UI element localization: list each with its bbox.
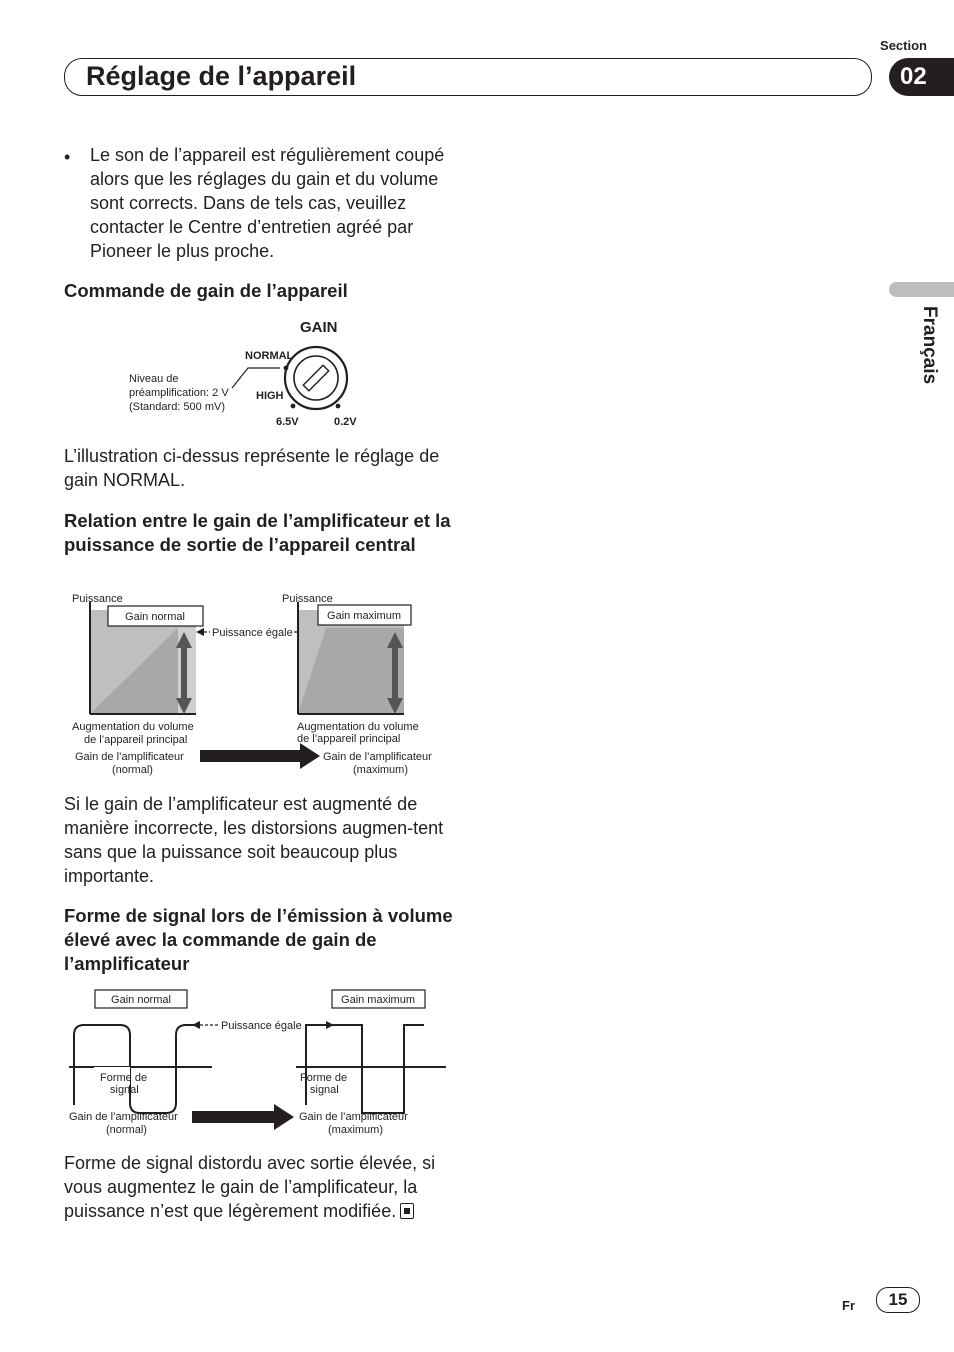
heading-waveform: Forme de signal lors de l’émission à volume élevé avec la commande de gain de l’amplificateur — [64, 905, 453, 974]
preamp-note-line2: préamplification: 2 V — [129, 387, 229, 399]
signal-label-right-line1: Forme de — [300, 1072, 348, 1084]
final-paragraph-text: Forme de signal distordu avec sortie élevée, si vous augmentez le gain de l’amplificateur, la puissance n’est que légèrement modifiée. — [64, 1153, 436, 1221]
section-label: Section — [880, 38, 927, 53]
high-label: HIGH — [256, 390, 284, 402]
language-tab-bar — [889, 282, 954, 297]
gain-normal-label: Gain normal — [111, 994, 171, 1006]
right-arrow-icon — [192, 1104, 294, 1130]
heading-gain-control: Commande de gain de l’appareil — [64, 280, 348, 301]
gain-knob-figure — [120, 310, 380, 435]
distortion-paragraph: Si le gain de l’amplificateur est augmenté de manière incorrecte, les distorsions augmen-tent sans que la puissance soit beaucoup plus importante. — [64, 794, 444, 886]
equal-power-label: Puissance égale — [221, 1020, 302, 1032]
amp-normal-label-line1: Gain de l’amplificateur — [75, 751, 184, 763]
voltage-low-label: 0.2V — [334, 416, 357, 428]
amp-normal-label-line2: (normal) — [106, 1124, 147, 1136]
amp-normal-label-line2: (normal) — [112, 764, 153, 776]
preamp-note-line1: Niveau de — [129, 373, 179, 385]
amp-max-label-line2: (maximum) — [353, 764, 408, 776]
y-axis-label-left: Puissance — [72, 593, 123, 605]
normal-waveform-line — [74, 1025, 196, 1113]
pointer-line — [232, 368, 280, 388]
signal-label-left-line1: Forme de — [100, 1072, 148, 1084]
equal-power-label: Puissance égale — [212, 627, 293, 639]
caption-end: . — [180, 470, 186, 490]
right-arrow-icon — [200, 743, 320, 769]
gain-label: GAIN — [300, 319, 338, 336]
bullet-icon: • — [64, 147, 71, 167]
clipped-waveform-line — [306, 1025, 424, 1113]
amp-max-label-line2: (maximum) — [328, 1124, 383, 1136]
footer-language-code: Fr — [842, 1298, 855, 1313]
x-axis-label-left-line2: de l’appareil principal — [84, 734, 188, 746]
page-number: 15 — [876, 1287, 920, 1313]
x-axis-label-right-line2: de l’appareil principal — [297, 733, 401, 745]
section-number: 02 — [900, 63, 927, 90]
gain-maximum-label: Gain maximum — [327, 610, 401, 622]
preamp-note-line3: (Standard: 500 mV) — [129, 401, 225, 413]
end-of-section-icon — [400, 1203, 414, 1219]
bullet-text: Le son de l’appareil est régulièrement coupé alors que les réglages du gain et du volume sont corrects. Dans de tels cas, veuillez contacter le Centre d’entretien agréé par Pioneer le plus proche. — [90, 145, 445, 261]
gain-knob-icon — [284, 347, 347, 409]
y-axis-label-right: Puissance — [282, 593, 333, 605]
illustration-caption — [64, 444, 464, 492]
caption-bold-value: NORMAL — [103, 470, 181, 490]
gain-maximum-label: Gain maximum — [341, 994, 415, 1006]
amp-normal-label-line1: Gain de l’amplificateur — [69, 1111, 178, 1123]
gain-power-figure — [70, 588, 460, 783]
x-axis-label-left-line1: Augmentation du volume — [72, 721, 194, 733]
gain-normal-label: Gain normal — [125, 611, 185, 623]
page-title: Réglage de l’appareil — [86, 61, 357, 91]
signal-label-left-line2: signal — [110, 1084, 139, 1096]
waveform-figure — [64, 985, 454, 1140]
amp-max-label-line1: Gain de l’amplificateur — [323, 751, 432, 763]
amp-max-label-line1: Gain de l’amplificateur — [299, 1111, 408, 1123]
voltage-high-label: 6.5V — [276, 416, 299, 428]
signal-label-right-line2: signal — [310, 1084, 339, 1096]
x-axis-label-right-line1: Augmentation du volume — [297, 721, 419, 733]
final-paragraph — [64, 1151, 464, 1223]
language-label: Français — [919, 306, 940, 385]
heading-gain-power-relation: Relation entre le gain de l’amplificateur et la puissance de sortie de l’appareil central — [64, 510, 451, 555]
caption-text: L’illustration ci-dessus représente le réglage de gain — [64, 446, 440, 490]
normal-label: NORMAL — [245, 350, 294, 362]
